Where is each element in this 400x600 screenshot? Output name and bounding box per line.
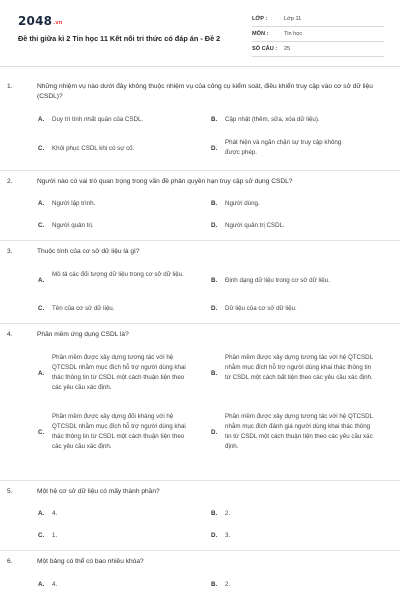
meta-label: LỚP : xyxy=(252,16,268,22)
question-2 xyxy=(7,177,377,187)
option-text: Phát hiện và ngăn chặn sự truy cập không được phép. xyxy=(225,139,342,156)
option-text: 1. xyxy=(52,532,58,539)
option-letter: B. xyxy=(211,510,218,517)
question-4 xyxy=(7,330,377,340)
option-text: 3. xyxy=(225,532,231,539)
option-text: Người dùng. xyxy=(225,200,260,207)
question-5 xyxy=(7,487,377,497)
option-text: Định dạng dữ liệu trong cơ sở dữ liệu. xyxy=(225,277,330,284)
option-letter: D. xyxy=(211,145,218,152)
page-title: Đề thi giữa kì 2 Tin học 11 Kết nối tri thức có đáp án - Đề 2 xyxy=(18,34,221,43)
question-divider xyxy=(0,550,400,551)
question-number: 2. xyxy=(7,178,13,185)
option-letter: C. xyxy=(38,305,45,312)
option-letter: C. xyxy=(38,145,45,152)
question-text: Phần mềm ứng dụng CSDL là? xyxy=(37,331,129,338)
page-header xyxy=(0,0,400,64)
question-6 xyxy=(7,557,377,567)
question-text: Người nào có vai trò quan trọng trong vấn đề phân quyền hạn truy cập sử dụng CSDL? xyxy=(37,178,293,185)
meta-value[interactable]: Tin học xyxy=(284,31,303,37)
option-text: 4. xyxy=(52,581,58,588)
question-number: 3. xyxy=(7,248,13,255)
question-divider xyxy=(0,170,400,171)
question-number: 4. xyxy=(7,331,13,338)
option-text: Người lập trình. xyxy=(52,200,96,207)
option-text: Phần mềm được xây dựng đối kháng với hệ QTCSDL nhằm mục đích hỗ trợ người dùng khai thác thông tin từ CSDL một cách thuận tiện theo các yêu cầu xác định. xyxy=(52,413,186,450)
option-text: 2. xyxy=(225,510,231,517)
option-letter: A. xyxy=(38,581,45,588)
option-letter: C. xyxy=(38,222,45,229)
option-text: Phần mềm được xây dựng tương tác với hệ QTCSDL nhằm mục đích hỗ trợ người dùng khai thác thông tin từ CSDL một cách thuận tiện theo các yêu cầu xác định. xyxy=(52,354,186,391)
option-letter: B. xyxy=(211,370,218,377)
meta-row-count xyxy=(252,42,384,57)
meta-value[interactable]: Lớp 11 xyxy=(284,16,302,22)
meta-row-class xyxy=(252,12,384,27)
option-text: 4. xyxy=(52,510,58,517)
question-text: Một hệ cơ sở dữ liệu có mấy thành phần? xyxy=(37,488,160,495)
question-text: Những nhiệm vụ nào dưới đây không thuộc nhiệm vụ của công cụ kiểm soát, điều khiển truy cập vào cơ sở dữ liệu (CSDL)? xyxy=(37,83,373,100)
option-letter: D. xyxy=(211,429,218,436)
meta-value: 25 xyxy=(284,46,291,52)
option-text: Tên của cơ sở dữ liệu. xyxy=(52,305,115,312)
question-divider xyxy=(0,480,400,481)
question-text: Một bảng có thể có bao nhiêu khóa? xyxy=(37,558,144,565)
option-letter: B. xyxy=(211,116,218,123)
option-letter: B. xyxy=(211,200,218,207)
site-logo[interactable] xyxy=(18,14,63,28)
option-letter: A. xyxy=(38,200,45,207)
option-text: Mô tả các đối tượng dữ liệu trong cơ sở dữ liệu. xyxy=(52,271,184,278)
logo-sub: .vn xyxy=(53,20,63,26)
option-text: Duy trì tính nhất quán của CSDL. xyxy=(52,116,144,123)
option-letter: B. xyxy=(211,581,218,588)
meta-label: SỐ CÂU : xyxy=(252,46,278,52)
option-text: Dữ liệu của cơ sở dữ liệu. xyxy=(225,305,297,312)
question-divider xyxy=(0,323,400,324)
exam-meta-table xyxy=(252,12,384,57)
question-divider xyxy=(0,240,400,241)
meta-row-subject xyxy=(252,27,384,42)
question-1 xyxy=(7,82,377,102)
option-text: Người quản trị CSDL. xyxy=(225,222,285,229)
option-letter: A. xyxy=(38,510,45,517)
question-number: 6. xyxy=(7,558,13,565)
option-letter: C. xyxy=(38,429,45,436)
option-letter: D. xyxy=(211,532,218,539)
option-letter: A. xyxy=(38,116,45,123)
header-divider xyxy=(0,66,400,67)
option-text: Cập nhật (thêm, sửa, xóa dữ liệu). xyxy=(225,116,320,123)
option-text: Phần mềm được xây dựng tương tác với hệ QTCSDL nhằm mục đích đánh giá người dùng khai thác thông tin từ CSDL một cách thuận tiện theo các yêu cầu xác định. xyxy=(225,413,373,450)
option-text: 2. xyxy=(225,581,231,588)
option-letter: D. xyxy=(211,222,218,229)
question-3 xyxy=(7,247,377,257)
option-letter: A. xyxy=(38,277,45,284)
question-text: Thuộc tính của cơ sở dữ liệu là gì? xyxy=(37,248,140,255)
option-text: Người quản trị. xyxy=(52,222,94,229)
option-letter: A. xyxy=(38,370,45,377)
option-text: Phần mềm được xây dựng tương tác với hệ QTCSDL nhằm mục đích hỗ trợ người dùng khai thác thông tin từ CSDL một cách bất tiện theo các yêu cầu xác định. xyxy=(225,354,373,381)
option-letter: C. xyxy=(38,532,45,539)
question-number: 1. xyxy=(7,83,13,90)
question-number: 5. xyxy=(7,488,13,495)
meta-label: MÔN : xyxy=(252,31,269,37)
logo-main: 2048 xyxy=(18,14,53,28)
option-text: Khôi phục CSDL khi có sự cố. xyxy=(52,145,135,152)
option-letter: B. xyxy=(211,277,218,284)
option-letter: D. xyxy=(211,305,218,312)
